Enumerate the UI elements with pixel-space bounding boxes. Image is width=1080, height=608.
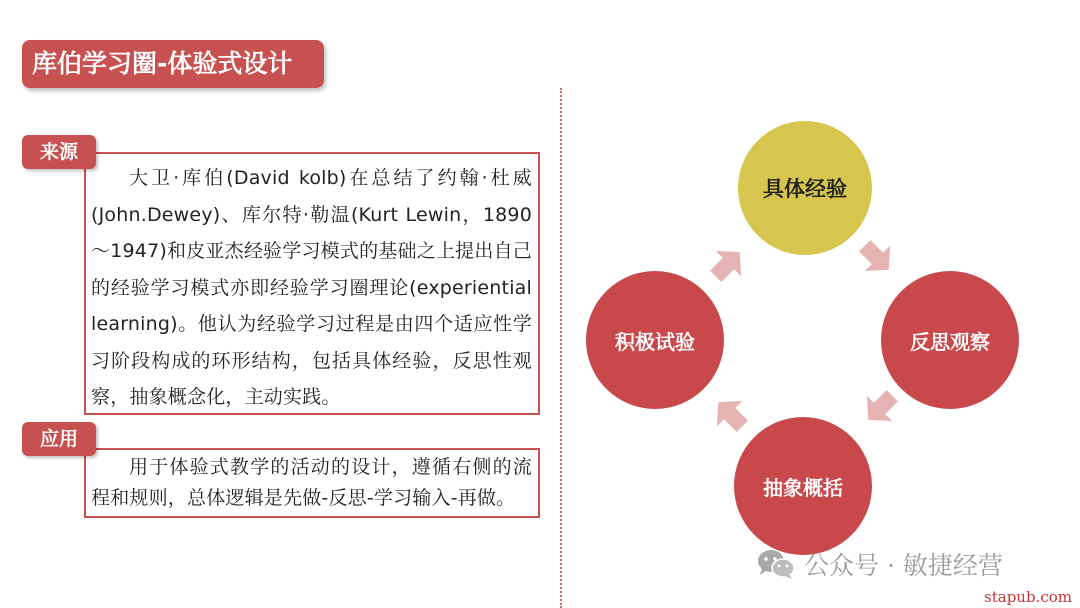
cycle-node-label: 反思观察 xyxy=(910,329,990,354)
arrow-icon-abstract-to-active xyxy=(708,392,754,438)
cycle-node-abstract-conceptualization xyxy=(734,417,872,555)
cycle-node-label: 积极试验 xyxy=(615,329,695,354)
arrow-icon-reflect-to-abstract xyxy=(858,384,904,430)
source-paragraph: 大卫·库伯(David kolb)在总结了约翰·杜威(John.Dewey)、库尔特·勒温(Kurt Lewin，1890～1947)和皮亚杰经验学习模式的基础之上提出自己的经验学习模式亦即经验学习圈理论(experiential learning)。他认为经验学习过程是由四个适应性学习阶段构成的环形结构，包括具体经验，反思性观察，抽象概念化，主动实践。 xyxy=(91,167,532,408)
cycle-node-active-experimentation xyxy=(586,271,724,409)
source-tag: 来源 xyxy=(22,135,96,169)
source-text-box xyxy=(84,152,540,415)
dotted-divider xyxy=(560,88,562,608)
cycle-node-label: 具体经验 xyxy=(763,177,847,201)
arrow-icon-active-to-concrete xyxy=(704,242,750,288)
watermark xyxy=(756,546,1003,582)
slide-title: 库伯学习圈-体验式设计 xyxy=(22,40,324,88)
wechat-icon xyxy=(756,548,796,580)
application-paragraph: 用于体验式教学的活动的设计，遵循右侧的流程和规则，总体逻辑是先做-反思-学习输入-再做。 xyxy=(91,456,532,509)
application-tag: 应用 xyxy=(22,422,96,456)
application-text-box xyxy=(84,448,540,518)
site-label: stapub.com xyxy=(984,588,1072,606)
arrow-icon-concrete-to-reflect xyxy=(853,234,899,280)
cycle-node-concrete-experience xyxy=(738,121,872,255)
watermark-text: 公众号 · 敏捷经营 xyxy=(804,551,1003,580)
cycle-node-label: 抽象概括 xyxy=(763,475,843,500)
